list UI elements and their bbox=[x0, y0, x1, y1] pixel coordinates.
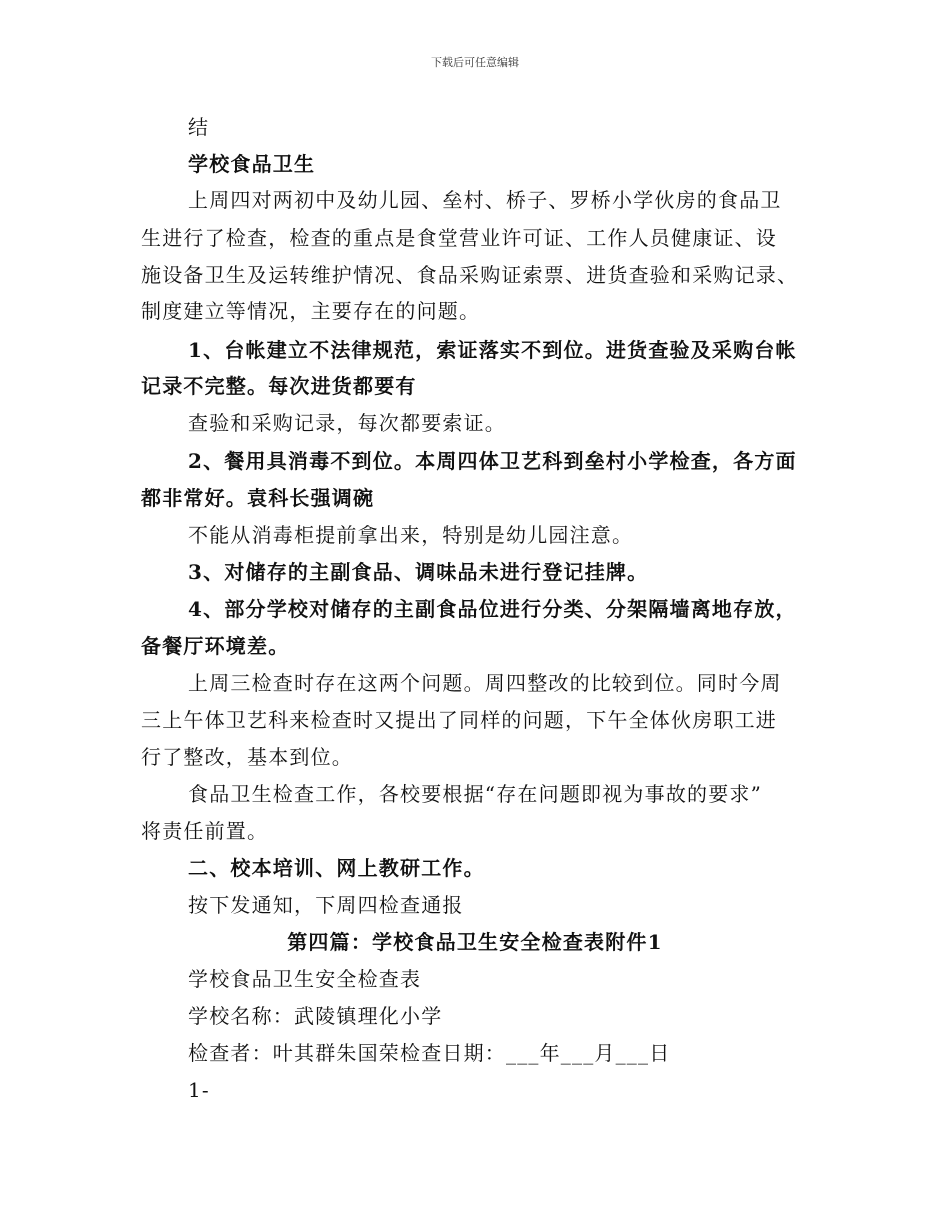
issue-item-2-cont: 都非常好。袁科长强调碗 bbox=[141, 486, 375, 510]
paragraph-line: 施设备卫生及运转维护情况、食品采购证索票、进货查验和采购记录、 bbox=[141, 263, 799, 287]
issue-item-1: 1、台帐建立不法律规范，索证落实不到位。进货查验及采购台帐 bbox=[188, 338, 797, 362]
paragraph-line: 查验和采购记录，每次都要索证。 bbox=[188, 411, 506, 435]
issue-item-1-cont: 记录不完整。每次进货都要有 bbox=[141, 374, 417, 398]
paragraph-line: 三上午体卫艺科来检查时又提出了同样的问题，下午全体伙房职工进 bbox=[141, 708, 777, 732]
paragraph-line: 按下发通知，下周四检查通报 bbox=[188, 893, 464, 917]
section-heading-2: 二、校本培训、网上教研工作。 bbox=[188, 856, 485, 880]
form-title: 学校食品卫生安全检查表 bbox=[188, 967, 422, 991]
paragraph-line: 行了整改，基本到位。 bbox=[141, 745, 353, 769]
issue-item-2: 2、餐用具消毒不到位。本周四体卫艺科到垒村小学检查，各方面 bbox=[188, 449, 797, 473]
page-header: 下载后可任意编辑 bbox=[431, 56, 519, 69]
paragraph-line: 上周三检查时存在这两个问题。周四整改的比较到位。同时今周 bbox=[188, 671, 782, 695]
issue-item-4-cont: 备餐厅环境差。 bbox=[141, 634, 290, 658]
chapter-title: 第四篇：学校食品卫生安全检查表附件1 bbox=[287, 930, 663, 954]
paragraph-line: 食品卫生检查工作，各校要根据“存在问题即视为事故的要求” bbox=[188, 782, 763, 806]
paragraph-line: 不能从消毒柜提前拿出来，特别是幼儿园注意。 bbox=[188, 523, 634, 547]
text-line: 结 bbox=[188, 115, 210, 139]
issue-item-3: 3、对储存的主副食品、调味品未进行登记挂牌。 bbox=[188, 560, 649, 584]
paragraph-line: 将责任前置。 bbox=[141, 819, 269, 843]
inspector-line: 检查者：叶其群朱国荣检查日期：___年___月___日 bbox=[188, 1041, 671, 1065]
paragraph-line: 制度建立等情况，主要存在的问题。 bbox=[141, 299, 481, 323]
paragraph-line: 上周四对两初中及幼儿园、垒村、桥子、罗桥小学伙房的食品卫 bbox=[188, 188, 782, 212]
section-heading: 学校食品卫生 bbox=[188, 152, 316, 176]
issue-item-4: 4、部分学校对储存的主副食品位进行分类、分架隔墙离地存放， bbox=[188, 597, 797, 621]
school-name-line: 学校名称：武陵镇理化小学 bbox=[188, 1004, 443, 1028]
paragraph-line: 生进行了检查，检查的重点是食堂营业许可证、工作人员健康证、设 bbox=[141, 226, 777, 250]
page-number: 1- bbox=[188, 1078, 210, 1102]
